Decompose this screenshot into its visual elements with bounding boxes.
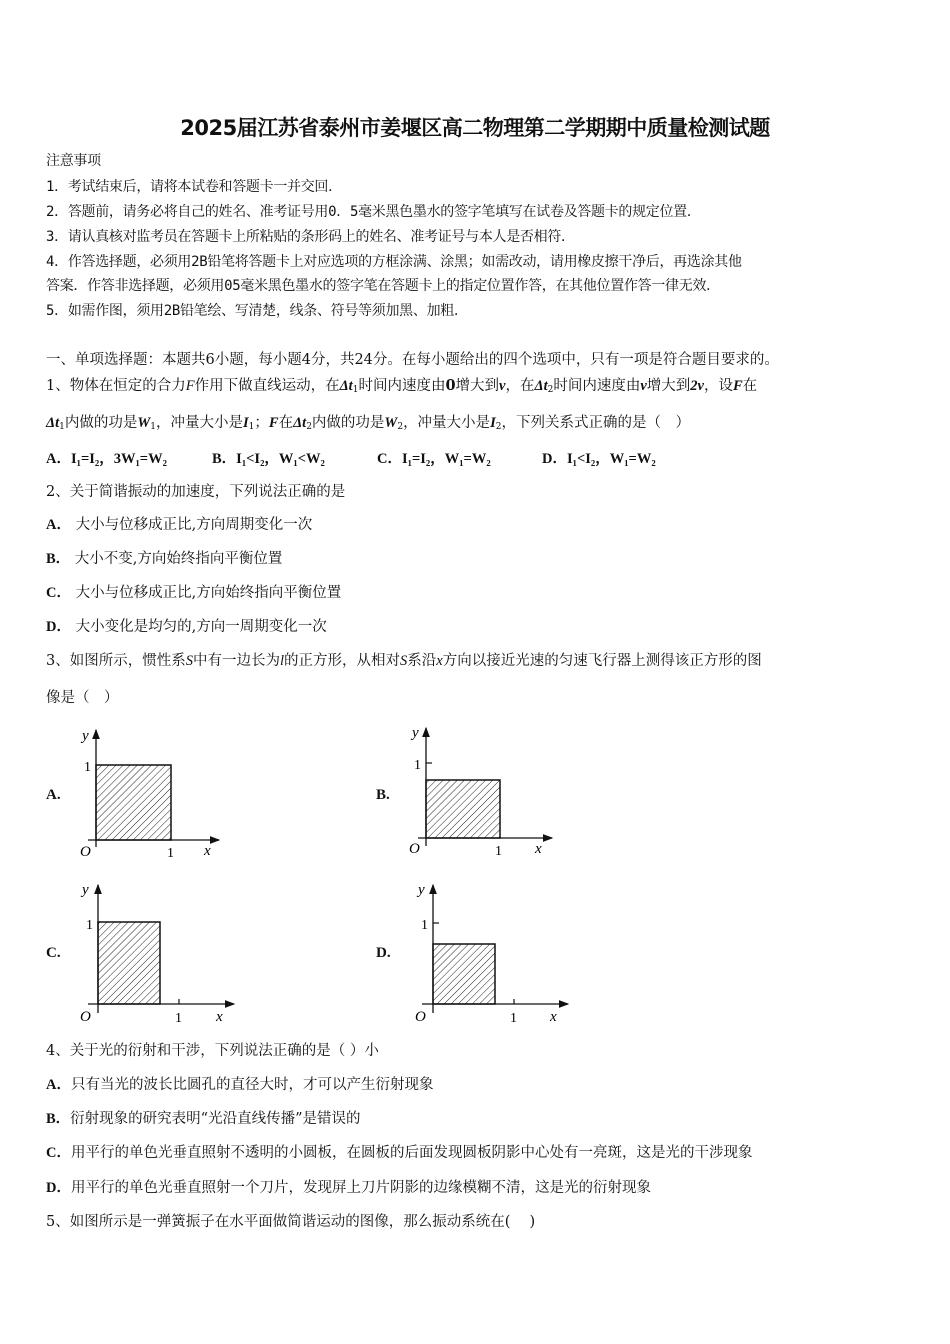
x-tick-label: 1 — [175, 1011, 182, 1022]
var-S: S — [400, 653, 408, 669]
y-tick-label: 1 — [421, 918, 428, 933]
text: 1、物体在恒定的合力 — [46, 378, 186, 394]
option-text: 用平行的单色光垂直照射不透明的小圆板，在圆板的后面发现圆板阴影中心处有一亮斑，这是光的干涉现象 — [70, 1145, 753, 1161]
note-item: 5．如需作图，须用2B铅笔绘、写清楚，线条、符号等须加黑、加粗． — [46, 303, 468, 319]
text: ，在 — [505, 378, 535, 394]
question-2-option-a[interactable] — [46, 516, 312, 534]
figure-c-graph[interactable] — [74, 877, 239, 1022]
var-F: F — [185, 378, 195, 394]
sub: 2 — [306, 422, 312, 432]
y-tick-label: 1 — [84, 760, 91, 775]
text: ，设 — [703, 378, 733, 394]
question-4-option-d[interactable] — [46, 1179, 651, 1197]
text: ，冲量大小是 — [156, 415, 243, 431]
option-text: 大小与位移成正比,方向周期变化一次 — [75, 517, 313, 533]
var-dt: Δt — [46, 415, 60, 431]
option-text: 大小与位移成正比,方向始终指向平衡位置 — [75, 585, 342, 601]
var-I: I — [490, 415, 496, 431]
text: 3、如图所示，惯性系 — [46, 653, 186, 669]
option-label: A． — [46, 517, 71, 533]
question-4-stem: 4、关于光的衍射和干涉，下列说法正确的是（ ）小 — [46, 1043, 379, 1059]
var-dt: Δt — [293, 415, 307, 431]
text: ； — [254, 415, 269, 431]
question-3-stem-line2: 像是（ ） — [46, 690, 119, 706]
var-x: x — [436, 653, 443, 669]
figure-b-label[interactable]: B. — [376, 787, 390, 803]
x-axis-label: x — [550, 1009, 557, 1022]
note-item: 4．作答选择题，必须用2B铅笔将答题卡上对应选项的方框涂满、涂黑；如需改动，请用橡皮擦干净后，再选涂其他 — [46, 254, 742, 270]
option-label: D． — [46, 1180, 71, 1196]
y-axis-label: y — [418, 882, 425, 898]
option-text: 大小不变,方向始终指向平衡位置 — [74, 551, 283, 567]
origin-label: O — [80, 844, 91, 860]
figure-d-graph[interactable] — [408, 877, 573, 1022]
var-F: F — [732, 378, 743, 394]
text: ，下列关系式正确的是（ ） — [501, 415, 690, 431]
text: 内做的功是 — [64, 415, 138, 431]
var-S: S — [185, 653, 193, 669]
sub: 1 — [150, 422, 156, 432]
var-v: v — [499, 378, 506, 394]
sub: 1 — [59, 422, 65, 432]
option-d[interactable]: D．I₁<I₂，W₁=W₂ — [542, 451, 656, 467]
origin-label: O — [415, 1009, 426, 1022]
option-label: B． — [46, 1111, 71, 1127]
y-tick-label: 1 — [414, 758, 421, 773]
text: 时间内速度由 — [358, 378, 446, 394]
text: ，冲量大小是 — [403, 415, 491, 431]
y-tick-label: 1 — [86, 918, 93, 933]
figure-c-label[interactable]: C. — [46, 945, 61, 961]
option-label: D． — [46, 619, 71, 635]
sub: 2 — [547, 385, 554, 395]
question-2-stem: 2、关于简谐振动的加速度，下列说法正确的是 — [46, 484, 346, 500]
text: 系沿 — [407, 653, 437, 669]
x-axis-label: x — [204, 843, 211, 859]
question-2-option-d[interactable] — [46, 618, 327, 636]
text: 在 — [278, 415, 294, 431]
var-v: v — [640, 378, 647, 394]
option-text: 大小变化是均匀的,方向一周期变化一次 — [75, 619, 327, 635]
y-axis-label: y — [82, 728, 89, 744]
sub: 1 — [352, 385, 359, 395]
question-2-option-b[interactable] — [46, 550, 282, 568]
question-2-option-c[interactable] — [46, 584, 341, 602]
num-zero: 0 — [445, 377, 456, 394]
notes-heading: 注意事项 — [46, 153, 101, 169]
question-1-stem-line1 — [46, 377, 757, 399]
option-text: 只有当光的波长比圆孔的直径大时，才可以产生衍射现象 — [70, 1077, 434, 1093]
var-dt: Δt — [339, 378, 353, 394]
note-item: 答案．作答非选择题，必须用05毫米黑色墨水的签字笔在答题卡上的指定位置作答，在其他位置作答一律无效． — [46, 278, 720, 294]
page-title: 2025届江苏省泰州市姜堰区高二物理第二学期期中质量检测试题 — [180, 116, 770, 140]
question-3-stem-line1 — [46, 652, 762, 670]
figure-a-graph[interactable] — [74, 722, 224, 862]
text: 增大到 — [455, 378, 500, 394]
x-tick-label: 1 — [495, 844, 502, 859]
text: 在 — [742, 378, 758, 394]
option-label: A． — [46, 1077, 71, 1093]
x-tick-label: 1 — [510, 1011, 517, 1022]
var-W: W — [384, 415, 398, 431]
option-label: B． — [46, 551, 71, 567]
origin-label: O — [80, 1009, 91, 1022]
question-4-option-a[interactable] — [46, 1076, 433, 1094]
option-text: 用平行的单色光垂直照射一个刀片，发现屏上刀片阴影的边缘模糊不清，这是光的衍射现象 — [70, 1180, 651, 1196]
sub: 1 — [248, 422, 255, 432]
text: 增大到 — [646, 378, 691, 394]
var-F: F — [268, 415, 279, 431]
text: 方向以接近光速的匀速飞行器上测得该正方形的图 — [442, 653, 762, 669]
origin-label: O — [409, 841, 420, 857]
sub: 2 — [495, 422, 502, 432]
x-tick-label: 1 — [167, 846, 174, 861]
text: 作用下做直线运动，在 — [194, 378, 340, 394]
option-b[interactable]: B．I₁<I₂，W₁<W₂ — [212, 451, 325, 467]
option-c[interactable]: C．I₁=I₂，W₁=W₂ — [377, 451, 491, 467]
option-a[interactable]: A．I₁=I₂，3W₁=W₂ — [46, 451, 167, 467]
question-4-option-c[interactable] — [46, 1144, 752, 1162]
note-item: 1．考试结束后，请将本试卷和答题卡一并交回． — [46, 179, 342, 195]
var-l: l — [279, 653, 285, 669]
y-axis-label: y — [412, 725, 419, 741]
note-item: 2．答题前，请务必将自己的姓名、准考证号用0．5毫米黑色墨水的签字笔填写在试卷及答题卡的规定位置． — [46, 204, 701, 220]
text: 时间内速度由 — [553, 378, 641, 394]
question-1-stem-line2 — [46, 414, 690, 436]
text: 的正方形，从相对 — [284, 653, 401, 669]
option-label: C． — [46, 1145, 71, 1161]
note-item: 3．请认真核对监考员在答题卡上所粘贴的条形码上的姓名、准考证号与本人是否相符． — [46, 229, 575, 245]
var-dt: Δt — [534, 378, 548, 394]
question-4-option-b[interactable] — [46, 1110, 361, 1128]
figure-d-label[interactable]: D. — [376, 945, 391, 961]
figure-b-graph[interactable] — [402, 722, 557, 862]
y-axis-label: y — [82, 882, 89, 898]
var-2v: 2v — [690, 378, 704, 394]
option-text: 衍射现象的研究表明“光沿直线传播”是错误的 — [70, 1111, 361, 1127]
figure-a-label[interactable]: A. — [46, 787, 61, 803]
x-axis-label: x — [535, 841, 542, 857]
section-heading: 一、单项选择题：本题共6小题，每小题4分，共24分。在每小题给出的四个选项中，只有一项是符合题目要求的。 — [46, 352, 779, 368]
question-5-stem: 5、如图所示是一弹簧振子在水平面做简谐运动的图像，那么振动系统在( ) — [46, 1214, 536, 1230]
sub: 2 — [397, 422, 404, 432]
x-axis-label: x — [216, 1009, 223, 1022]
text: 内做的功是 — [311, 415, 385, 431]
option-label: C． — [46, 585, 71, 601]
var-I: I — [243, 415, 249, 431]
text: 中有一边长为 — [192, 653, 280, 669]
var-W: W — [137, 415, 151, 431]
